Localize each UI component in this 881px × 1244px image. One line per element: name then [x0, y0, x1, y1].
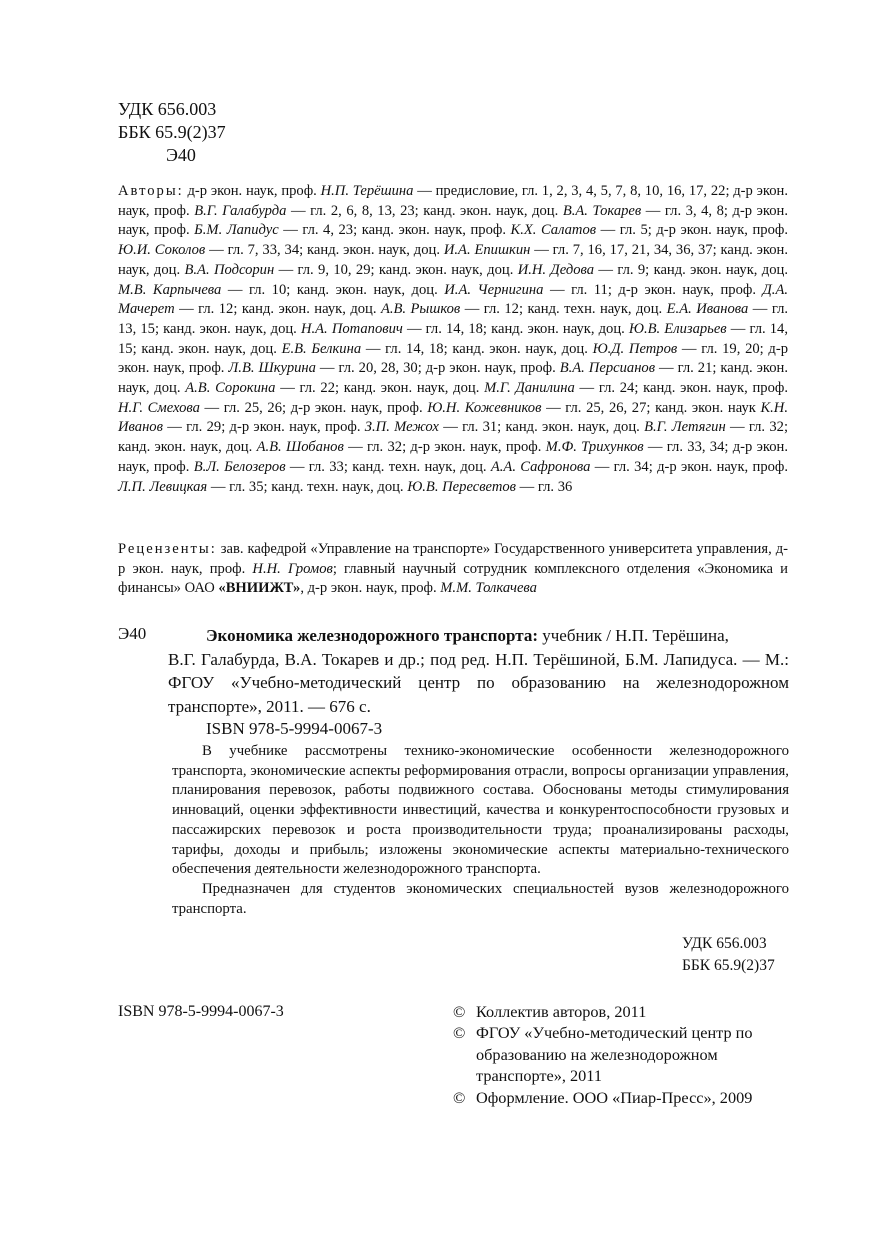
- udk-code: УДК 656.003: [118, 99, 217, 119]
- text-run: — гл. 7, 16, 17, 21, 34, 36, 37; канд. экон. наук, доц.: [118, 242, 788, 278]
- text-run: — гл. 10; канд. экон. наук, доц.: [221, 281, 445, 298]
- person-name: К.Х. Салатов: [510, 222, 597, 239]
- text-run: — гл. 21; канд. экон. наук, доц.: [118, 360, 788, 397]
- abstract-paragraph-1: В учебнике рассмотрены технико-экономические особенности железнодорожного транспорта, экономические аспекты реформирования отрасли, вопросы организации управления, планирования перевозок, работы подвижного состава. Обоснованы методы стимулирования инноваций, оценки эффективности инвестиций, качества и конкурентоспособности грузовых и пассажирских перевозок и роста производительности труда; проанализированы расходы, тарифы, доходы и прибыль; изложены экономические аспекты материально-технического обеспечения деятельности железнодорожного транспорта.: [172, 743, 789, 878]
- text-run: — гл. 31; канд. экон. наук, доц.: [438, 419, 645, 436]
- reviewers-label: Рецензенты:: [118, 541, 217, 557]
- authors-paragraph: [118, 182, 788, 497]
- reviewers-text: [118, 541, 788, 596]
- author-sign: Э40: [166, 145, 196, 165]
- person-name: Н.Г. Смехова: [118, 399, 200, 416]
- person-name: И.Н. Дедова: [517, 261, 595, 278]
- copyright-item: [453, 1001, 793, 1022]
- text-run: — гл. 9; канд. экон. наук, доц.: [594, 261, 788, 278]
- copyright-symbol: ©: [453, 1023, 466, 1043]
- copyright-symbol: ©: [453, 1002, 466, 1021]
- udk-block-bottom: [682, 933, 775, 977]
- text-run: — гл. 32; д-р экон. наук, проф.: [343, 439, 546, 456]
- person-name: Ю.В. Пересветов: [407, 478, 517, 495]
- authors-label: Авторы:: [118, 183, 184, 199]
- person-name: К.Н. Иванов: [118, 399, 788, 436]
- text-run: — гл. 33; канд. техн. наук, доц.: [285, 458, 491, 475]
- text-run: — гл. 4, 23; канд. экон. наук, проф.: [278, 222, 511, 239]
- person-name: Е.А. Иванова: [666, 301, 749, 318]
- person-name: Ю.И. Соколов: [118, 242, 206, 259]
- copyright-symbol: ©: [453, 1087, 466, 1107]
- person-name: М.Г. Данилина: [484, 380, 575, 397]
- text-run: — гл. 33, 34; д-р экон. наук, проф.: [118, 439, 788, 475]
- bibliographic-entry: [168, 624, 789, 718]
- person-name: Л.П. Левицкая: [118, 478, 208, 495]
- text-run: — гл. 9, 10, 29; канд. экон. наук, доц.: [274, 261, 518, 278]
- text-run: , д-р экон. наук, проф.: [300, 580, 441, 597]
- person-name: Н.Н. Громов: [252, 560, 333, 577]
- text-run: — предисловие, гл. 1, 2, 3, 4, 5, 7, 8, 10, 16, 17, 22; д-р экон. наук, проф.: [118, 183, 788, 219]
- bbk-code: ББК 65.9(2)37: [118, 122, 226, 142]
- person-name: В.А. Токарев: [562, 202, 642, 219]
- reviewers-paragraph: [118, 540, 788, 599]
- person-name: Н.А. Потапович: [300, 320, 403, 337]
- text-run: — гл. 22; канд. экон. наук, доц.: [275, 380, 485, 397]
- person-name: М.Ф. Трихунков: [545, 439, 644, 456]
- text-run: — гл. 29; д-р экон. наук, проф.: [162, 419, 365, 436]
- text-run: — гл. 14, 18; канд. экон. наук, доц.: [361, 340, 593, 357]
- text-run: — гл. 35; канд. техн. наук, доц.: [207, 478, 408, 495]
- text-run: — гл. 13, 15; канд. экон. наук, доц.: [118, 301, 788, 337]
- text-run: — гл. 12; канд. техн. наук, доц.: [460, 301, 667, 318]
- copyright-text: Коллектив авторов, 2011: [476, 1002, 647, 1021]
- person-name: В.А. Персианов: [559, 360, 656, 377]
- text-run: ; главный научный сотрудник комплексного отделения «Экономика и финансы» ОАО: [118, 560, 788, 597]
- text-run: — гл. 34; д-р экон. наук, проф.: [590, 458, 789, 475]
- person-name: А.В. Рышков: [380, 301, 461, 318]
- person-name: Б.М. Лапидус: [194, 222, 279, 239]
- bbk-code-bottom: ББК 65.9(2)37: [682, 957, 775, 974]
- person-name: Н.П. Терёшина: [320, 183, 414, 199]
- person-name: В.А. Подсорин: [184, 261, 275, 278]
- abstract-paragraph-2: Предназначен для студентов экономических специальностей вузов железнодорожного транспорта.: [172, 880, 789, 917]
- person-name: А.А. Сафронова: [490, 458, 591, 475]
- person-name: В.Г. Галабурда: [194, 202, 287, 219]
- text-run: — гл. 3, 4, 8; д-р экон. наук, проф.: [118, 202, 789, 239]
- text-run: — гл. 25, 26; д-р экон. наук, проф.: [199, 399, 428, 416]
- text-run: — гл. 36: [516, 478, 573, 495]
- copyright-text: ФГОУ «Учебно-методический центр по образованию на железнодорожном транспорте», 2011: [476, 1023, 753, 1086]
- person-name: А.В. Шобанов: [256, 439, 344, 456]
- entry-isbn: ISBN 978-5-9994-0067-3: [206, 719, 383, 738]
- copyright-item: [453, 1087, 793, 1108]
- person-name: В.Л. Белозеров: [193, 458, 286, 475]
- text-run: — гл. 24; канд. экон. наук, проф.: [574, 380, 788, 397]
- book-title-rest: учебник / Н.П. Терёшина,: [538, 626, 729, 645]
- copyright-text: Оформление. ООО «Пиар-Пресс», 2009: [476, 1087, 753, 1107]
- abstract: [172, 742, 789, 919]
- text-run: — гл. 19, 20; д-р экон. наук, проф.: [118, 340, 789, 377]
- udk-code-bottom: УДК 656.003: [682, 935, 767, 952]
- person-name: Д.А. Мачерет: [118, 281, 789, 318]
- text-run: зав. кафедрой «Управление на транспорте» Государственного университета управления, д-р экон. наук, проф.: [118, 541, 788, 577]
- entry-code: Э40: [118, 624, 147, 643]
- person-name: З.П. Межох: [364, 419, 439, 436]
- text-run: — гл. 5; д-р экон. наук, проф.: [596, 222, 788, 239]
- text-run: — гл. 2, 6, 8, 13, 23; канд. экон. наук, доц.: [286, 202, 563, 219]
- text-run: — гл. 14, 15; канд. экон. наук, доц.: [118, 320, 788, 357]
- text-run: д-р экон. наук, проф.: [183, 183, 321, 199]
- book-title: Экономика железнодорожного транспорта:: [206, 626, 538, 645]
- person-name: Ю.В. Елизарьев: [628, 320, 727, 337]
- bibliographic-continuation: В.Г. Галабурда, В.А. Токарев и др.; под ред. Н.П. Терёшиной, Б.М. Лапидуса. — М.: ФГОУ «Учебно-методический центр по образованию на железнодорожном транспорте», 2011. — 676 с.: [168, 649, 789, 716]
- isbn-bottom: ISBN 978-5-9994-0067-3: [118, 1003, 284, 1020]
- person-name: И.А. Епишкин: [443, 242, 531, 259]
- person-name: М.М. Толкачева: [440, 580, 537, 597]
- person-name: Ю.Н. Кожевников: [427, 399, 542, 416]
- text-run: — гл. 32; канд. экон. наук, доц.: [118, 419, 789, 456]
- copyright-block: [453, 1001, 793, 1108]
- organization-name: «ВНИИЖТ»: [218, 580, 301, 597]
- authors-text: [118, 183, 788, 495]
- person-name: А.В. Сорокина: [185, 380, 276, 397]
- person-name: В.Г. Летягин: [644, 419, 726, 436]
- text-run: — гл. 14, 18; канд. экон. наук, доц.: [402, 320, 629, 337]
- person-name: Л.В. Шкурина: [228, 360, 316, 377]
- person-name: М.В. Карпычева: [118, 281, 222, 298]
- udk-block-top: [118, 98, 226, 167]
- text-run: — гл. 20, 28, 30; д-р экон. наук, проф.: [315, 360, 560, 377]
- person-name: Е.В. Белкина: [281, 340, 362, 357]
- copyright-item: [453, 1022, 793, 1086]
- text-run: — гл. 25, 26, 27; канд. экон. наук: [541, 399, 761, 416]
- person-name: И.А. Чернигина: [444, 281, 544, 298]
- text-run: — гл. 11; д-р экон. наук, проф.: [543, 281, 763, 298]
- text-run: — гл. 7, 33, 34; канд. экон. наук, доц.: [205, 242, 444, 259]
- text-run: — гл. 12; канд. экон. наук, доц.: [174, 301, 381, 318]
- person-name: Ю.Д. Петров: [592, 340, 678, 357]
